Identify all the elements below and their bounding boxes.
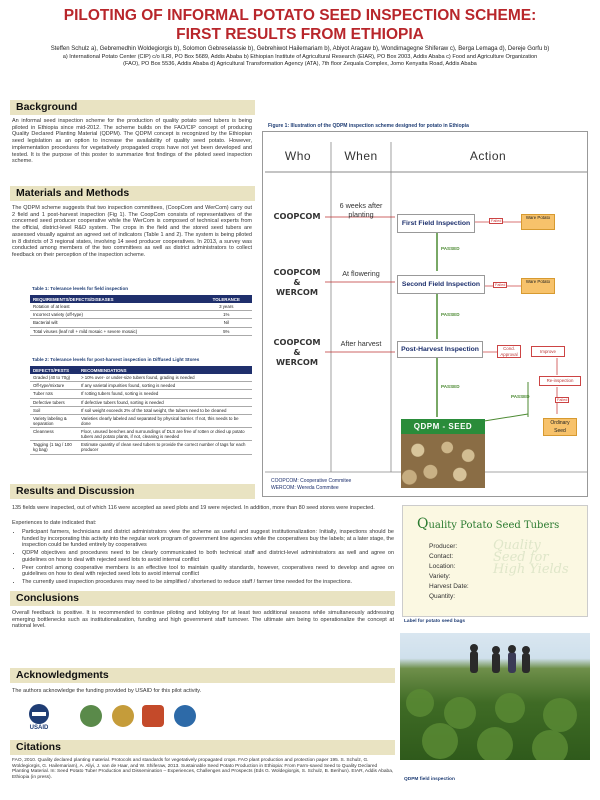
who-label: &	[293, 347, 301, 357]
field-inspection-photo	[400, 633, 590, 760]
conclusions-text: Overall feedback is positive. It is recommended to continue piloting and lobbying for at least two additional seasons while simultaneously addressing emerging bottlenecks such as institutionalization, funding and high government staff turnover. The ultimate aim being to operationalize the concept at national level.	[12, 610, 394, 630]
table-cell: Varieties clearly labeled and separated by physical barrier. If not, this needs to be done	[78, 414, 252, 427]
when-row2: At flowering	[342, 269, 380, 278]
title-line-2: FIRST RESULTS FROM ETHIOPIA	[176, 26, 424, 43]
label-field: Contact:	[429, 553, 454, 560]
background-text: An informal seed inspection scheme for the production of quality potato seed tubers is being piloted in Ethiopia since mid-2012. The scheme builds on the FAO/CIP concept of producing Quality Declared Planting Material (QDPM). The QDPM concept is recognized by the Ethiopian seed legislation as an option to increase the availability of quality seed potato. However, implementation procedures for vegetatively propagated crops have not yet been developed and tested. It is the purpose of this poster to summarize first findings of the piloted seed inspection scheme.	[12, 118, 252, 165]
table-row	[30, 390, 252, 398]
failed-label: Failed	[557, 398, 568, 402]
table-row	[30, 414, 252, 427]
table2-header: DEFECTS/PESTS	[30, 366, 78, 374]
label-field: Harvest Date:	[429, 583, 469, 590]
results-bullets	[12, 529, 394, 587]
when-row3: After harvest	[340, 339, 382, 348]
table-cell: 5%	[201, 327, 252, 335]
usaid-logo-text: USAID	[29, 725, 49, 731]
figure-caption: Figure 1: Illustration of the QDPM inspection scheme designed for potato in Ethiopia	[268, 123, 469, 129]
label-field: Quantity:	[429, 593, 456, 600]
table-row	[30, 428, 252, 441]
legend-wercom	[271, 485, 351, 492]
field-people-illustration	[400, 633, 590, 760]
table2	[30, 366, 252, 455]
failed-label: Failed	[491, 219, 502, 223]
table-cell: Incorrect variety (off-type)	[30, 311, 201, 319]
label-title	[417, 516, 559, 532]
who-label: COOPCOM	[273, 267, 321, 277]
passed-label: PASSED	[511, 394, 530, 399]
label-caption: Label for potato seed bags	[404, 619, 466, 624]
label-title-rest: uality Potato Seed Tubers	[428, 520, 560, 531]
table-row	[30, 398, 252, 406]
table-cell: If soil weight exceeds 2% of the total weight, the tubers need to be cleaned	[78, 406, 252, 414]
who-label: &	[293, 277, 301, 287]
col-action: Action	[469, 149, 507, 163]
label-watermark	[493, 540, 569, 576]
table-cell: Nil	[201, 319, 252, 327]
poster-title	[0, 6, 600, 44]
table-row	[30, 374, 252, 382]
ata-logo-icon	[142, 705, 164, 727]
when-row1: 6 weeks after planting	[339, 201, 383, 219]
table2-header: RECOMMENDATIONS	[78, 366, 252, 374]
table-cell: If any varietal impurities found, sorting is needed	[78, 382, 252, 390]
list-item: • QDPM objectives and procedures need to be clearly communicated to both technical staff and district-level administrators as well and agree on guidelines on how to deal with rejected seed lots to avoid internal conflict	[22, 550, 394, 563]
table-cell: Estimate quantity of clean seed tubers to provide the correct number of tags for each producer	[78, 441, 252, 454]
who-row1: COOPCOM	[273, 211, 321, 221]
table2-caption: Table 2: Tolerance levels for post-harvest inspection in Diffused Light Stores	[32, 357, 200, 362]
affiliations-2: (FAO), PO Box 5536, Addis Ababa d) Agricultural Transformation Agency (ATA), 7th floor Zequala Complex, Jomo Kenyatta Road, Addis Ababa	[123, 61, 477, 68]
table1-header: REQUIREMENTS/DEFECTS/DISEASES	[30, 295, 201, 303]
table-cell: Floor, unused benches and surroundings of DLS are free of rotten or dried up potato tubers and potato plants, if not, cleaning is needed	[78, 428, 252, 441]
citations-text: FAO, 2010. Quality declared planting material. Protocols and standards for vegetatively propagated crops. FAO plant production and protection paper 195. S. Schulz, G. Woldegiorgis, G. Hailemariam), A. Aliyi, J. van de Haar, and W. Shiferaw, 2013. Sustainable Seed Potato Production in Ethiopia: From Farm-saved Seed to Quality Declared Planting Material. In: Seed Potato Tuber Production and Dissemination – Experiences, Challenges and Prospects (Eds G. Woldegiorgis, S. Schulz, B. Berihun). EIAR, Addis Ababa, Ethiopia (in press).	[12, 758, 394, 780]
table1-header: TOLERANCE	[201, 295, 252, 303]
watermark-line: Seed for	[493, 550, 549, 565]
table-cell: Cleanness	[30, 428, 78, 441]
title-line-1: PILOTING OF INFORMAL POTATO SEED INSPECTION SCHEME:	[63, 7, 537, 24]
watermark-line: Quality	[493, 538, 541, 553]
second-field-inspection: Second Field Inspection	[397, 275, 485, 294]
table-cell: Tagging (1 tag / 100 kg bag)	[30, 441, 78, 454]
table-cell: Graded (40 to 70g)	[30, 374, 78, 382]
seed-bag-label-image	[402, 505, 588, 617]
who-label: WERCOM	[275, 357, 319, 367]
seed-potatoes-photo	[401, 434, 485, 488]
col-when: When	[344, 149, 378, 163]
table-cell: > 10% over- or under-size tubers found, grading is needed	[78, 374, 252, 382]
acknowledgments-text: The authors acknowledge the funding provided by USAID for this pilot activity.	[12, 688, 202, 694]
who-label: COOPCOM	[273, 337, 321, 347]
table-cell: 1%	[201, 311, 252, 319]
legend-value: Cooperative Commitee	[300, 478, 352, 484]
legend-coopcom	[271, 478, 351, 485]
conclusions-heading: Conclusions	[10, 591, 395, 606]
ware-potato-1: Ware Potato	[521, 214, 555, 230]
affiliations-1: a) International Potato Center (CIP) c/o ILRI, PO Box 5689, Addis Ababa b) Ethiopian Institute of Agricultural Research (EIAR), PO Box 2003, Addis Ababa c) Food and Agriculture Organization	[62, 53, 538, 60]
who-row2	[267, 267, 327, 297]
results-lead: Experiences to date indicated that:	[12, 520, 97, 526]
table1-caption: Table 1: Tolerance levels for field inspection	[32, 286, 129, 291]
list-item: • Peer control among cooperative members is an effective tool to maintain quality standards, however, cooperatives need to develop and agree on guidelines on how to deal with rejected seed lots to avoid internal conflict	[22, 565, 394, 578]
post-harvest-inspection: Post-Harvest Inspection	[397, 341, 483, 358]
cond-approval: Cond. Approval	[497, 345, 521, 358]
ware-potato-2: Ware Potato	[521, 278, 555, 294]
citations-heading: Citations	[10, 740, 395, 755]
passed-label: PASSED	[441, 384, 460, 389]
legend	[271, 478, 351, 492]
failed-label: Failed	[495, 283, 506, 287]
background-heading: Background	[10, 100, 255, 115]
results-intro: 135 fields were inspected, out of which 116 were accepted as seed plots and 19 were rejected. In addition, more than 80 seed stores were inspected.	[12, 505, 375, 511]
label-field: Variety:	[429, 573, 451, 580]
first-field-inspection: First Field Inspection	[397, 214, 475, 233]
table-cell: Variety labeling & separation	[30, 414, 78, 427]
fao-logo-icon	[174, 705, 196, 727]
table-row	[30, 327, 252, 335]
col-who: Who	[284, 149, 312, 163]
eiar-logo-icon	[112, 705, 134, 727]
list-item: • The currently used inspection procedures may need to be simplified / shortened to reduce staff / farmer time needed for the inspections.	[22, 579, 394, 586]
table-cell: If rotting tubers found, sorting is needed	[78, 390, 252, 398]
list-item: • Participant farmers, technicians and district administrators view the scheme as useful and suggest institutionalization: Initially, inspections should be funded by incorporating this activity into the regular work program of government line agencies while the cooperatives buy the labels; at a later stage, the inspection could be funded entirely by cooperatives	[22, 529, 394, 549]
table-cell: Tuber rots	[30, 390, 78, 398]
legend-key: WERCOM:	[271, 485, 296, 491]
legend-key: COOPCOM:	[271, 478, 299, 484]
improve-box: Improve	[531, 346, 565, 357]
table-cell: 3 years	[201, 303, 252, 311]
table-row	[30, 441, 252, 454]
label-field: Producer:	[429, 543, 458, 550]
results-heading: Results and Discussion	[10, 484, 255, 499]
reinspection-box: Re-inspection	[539, 376, 581, 386]
table-cell: Soil	[30, 406, 78, 414]
methods-heading: Materials and Methods	[10, 186, 255, 201]
acknowledgments-heading: Acknowledgments	[10, 668, 395, 683]
legend-value: Wereda Commitee	[297, 485, 339, 491]
who-row3	[267, 337, 327, 367]
label-field: Location:	[429, 563, 456, 570]
qdpm-seed-banner: QDPM - SEED	[401, 419, 485, 434]
table-cell: Bacterial wilt	[30, 319, 201, 327]
table-cell: Total viruses (leaf roll + mild mosaic + severe mosaic)	[30, 327, 201, 335]
methods-text: The QDPM scheme suggests that two inspection committees, (CoopCom and WerCom) carry out 2 field and 1 post-harvest inspection (Fig 1). The CoopCom consists of representatives of the concerned seed producer cooperative while the WerCom is composed of technical experts from the official, district-level R&D system. The crops in the field and the stored seed tubers are assessed visually against an agreed set of indicators (Table 1 and 2). The system is being piloted in 8 districts of 3 regional states, involving 14 seed producer cooperatives. In 2013, a survey was conducted among members of the two committees as well as district administrators to collect feedback on their perception of the inspection scheme.	[12, 205, 252, 258]
table1	[30, 295, 252, 336]
who-label: WERCOM	[275, 287, 319, 297]
photo-caption: QDPM field inspection	[404, 777, 455, 782]
table-row	[30, 406, 252, 414]
table-row	[30, 382, 252, 390]
table-cell: Off-type/mixture	[30, 382, 78, 390]
usaid-logo	[18, 703, 60, 733]
partner-logo-icon	[80, 705, 102, 727]
table-row	[30, 319, 252, 327]
authors-block	[10, 46, 590, 69]
table-row	[30, 303, 252, 311]
author-names: Steffen Schulz a), Gebremedhin Woldegiorgis b), Solomon Gebreselassie b), Gebrehiwot Hailemariam b), Abiyot Aragaw b), Wondimagegne Shiferaw c), Berga Lemaga d), Dereje Gorfu b)	[50, 46, 550, 52]
ordinary-seed: Ordinary Seed	[543, 418, 577, 436]
table-cell: Rotation of at least	[30, 303, 201, 311]
label-title-initial: Q	[417, 516, 429, 532]
passed-label: PASSED	[441, 312, 460, 317]
table-cell: Defective tubers	[30, 398, 78, 406]
table-row	[30, 311, 252, 319]
table-cell: If defective tubers found, sorting is needed	[78, 398, 252, 406]
watermark-line: High Yields	[493, 562, 569, 577]
passed-label: PASSED	[441, 246, 460, 251]
label-fields	[429, 542, 469, 602]
